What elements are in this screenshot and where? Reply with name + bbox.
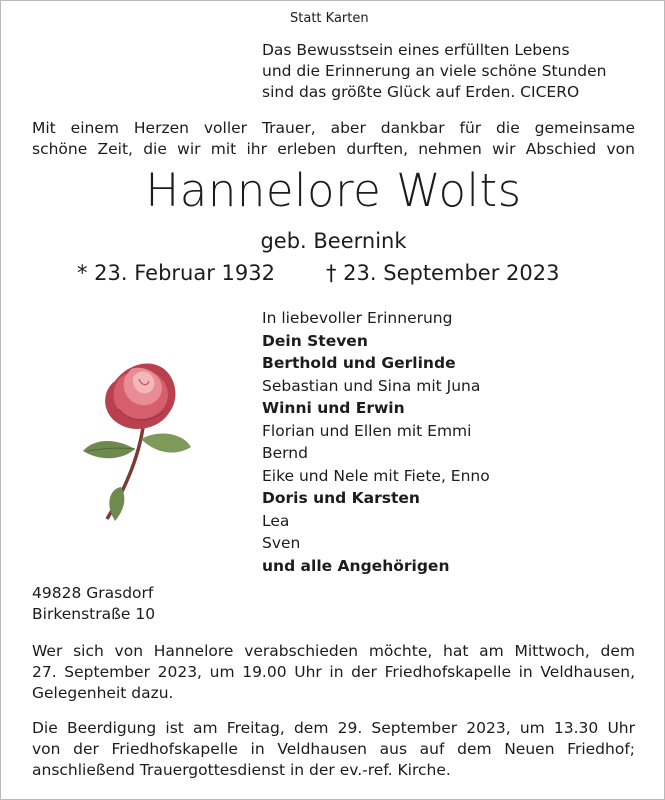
funeral-paragraph — [32, 718, 635, 781]
family-line: Eike und Nele mit Fiete, Enno — [262, 466, 490, 485]
birth-date: * 23. Februar 1932 — [77, 261, 275, 285]
family-line: Lea — [262, 511, 290, 530]
funeral-line: von der Friedhofskapelle in Veldhausen aus auf dem Neuen Friedhof; — [32, 740, 635, 758]
address — [32, 583, 155, 625]
quote-line: sind das größte Glück auf Erden. CICERO — [262, 83, 580, 101]
intro-line: Mit einem Herzen voller Trauer, aber dankbar für die gemeinsame — [32, 119, 635, 137]
farewell-line: 27. September 2023, um 19.00 Uhr in der Friedhofskapelle in Veldhausen, — [32, 663, 635, 681]
farewell-line: Gelegenheit dazu. — [32, 684, 174, 702]
statt-karten-label: Statt Karten — [290, 11, 369, 26]
birth-name: geb. Beernink — [260, 229, 407, 253]
cicero-quote — [262, 40, 606, 103]
family-line: Florian und Ellen mit Emmi — [262, 421, 472, 440]
farewell-line: Wer sich von Hannelore verabschieden möchte, hat am Mittwoch, dem — [32, 642, 635, 660]
intro-text — [32, 118, 635, 160]
family-line: Doris und Karsten — [262, 489, 420, 507]
funeral-line: anschließend Trauergottesdienst in der ev.-ref. Kirche. — [32, 761, 451, 779]
rose-icon — [79, 349, 209, 527]
family-line: Sven — [262, 534, 301, 552]
address-line: Birkenstraße 10 — [32, 605, 156, 623]
funeral-line: Die Beerdigung ist am Freitag, dem 29. September 2023, um 13.30 Uhr — [32, 719, 635, 737]
family-line: Sebastian und Sina mit Juna — [262, 376, 481, 395]
family-line: In liebevoller Erinnerung — [262, 309, 453, 327]
family-list — [262, 307, 490, 577]
family-line: Winni und Erwin — [262, 399, 405, 417]
quote-line: Das Bewusstsein eines erfüllten Lebens — [262, 41, 570, 59]
intro-line: schöne Zeit, die wir mit ihr erleben durften, nehmen wir Abschied von — [32, 140, 635, 158]
quote-line: und die Erinnerung an viele schöne Stunden — [262, 62, 607, 80]
family-line: Berthold und Gerlinde — [262, 354, 456, 372]
family-line: Bernd — [262, 444, 308, 462]
deceased-name: Hannelore Wolts — [145, 164, 522, 217]
family-line: Dein Steven — [262, 331, 368, 350]
farewell-paragraph — [32, 641, 635, 704]
family-line: und alle Angehörigen — [262, 556, 450, 575]
death-date: † 23. September 2023 — [326, 261, 560, 285]
address-line: 49828 Grasdorf — [32, 584, 154, 602]
